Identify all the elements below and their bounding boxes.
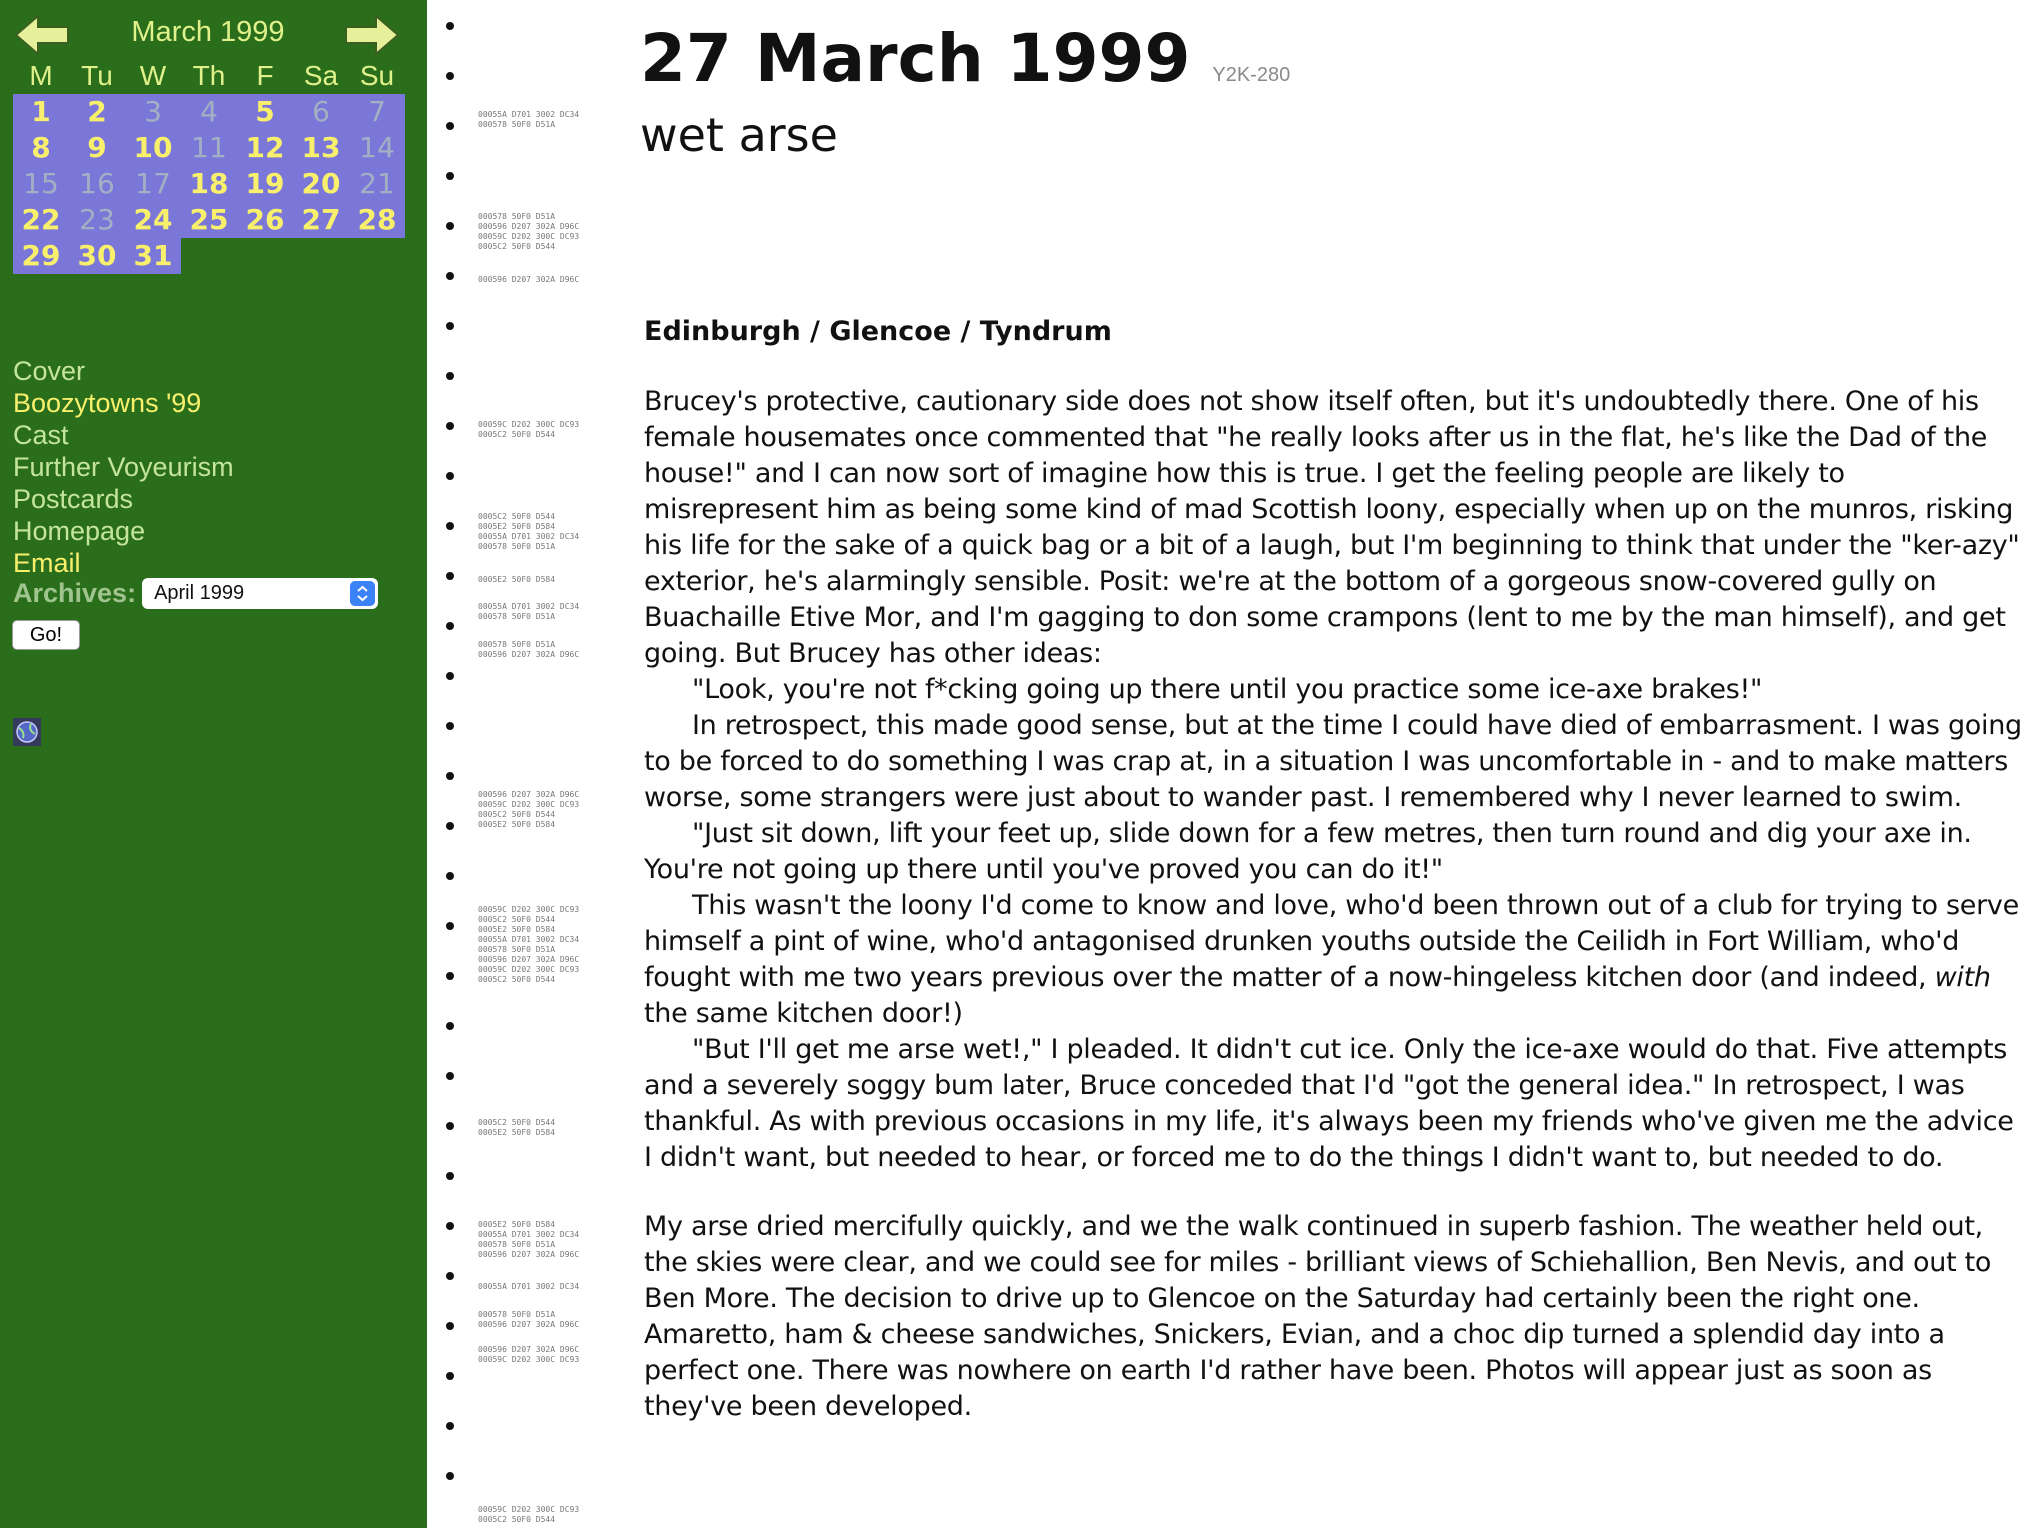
margin-dot [446, 422, 454, 430]
calendar-day[interactable]: 8 [13, 130, 69, 166]
emphasis-text: with [1934, 962, 1991, 993]
decorative-hex: 00059C D202 300C DC93 0005C2 50F0 D544 [478, 420, 580, 439]
entry-title: wet arse [640, 108, 838, 162]
margin-dot [446, 322, 454, 330]
day-name: M [29, 60, 53, 91]
margin-dot [446, 972, 454, 980]
calendar-day[interactable]: 25 [181, 202, 237, 238]
margin-dot [446, 222, 454, 230]
calendar-day: 3 [125, 94, 181, 130]
decorative-hex: 000578 50F0 D51A 000596 D207 302A D96C [478, 640, 580, 659]
paragraph: "Just sit down, lift your feet up, slide down for a few metres, then turn round and dig your axe in. You're not going up there until you've proved you can do it!" [644, 818, 1972, 885]
calendar-day: 16 [69, 166, 125, 202]
calendar-day: 14 [349, 130, 405, 166]
margin-dot [446, 1222, 454, 1230]
day-name: W [139, 60, 167, 91]
entry-body [644, 384, 2022, 1425]
margin-dot [446, 1472, 454, 1480]
decorative-hex: 000596 D207 302A D96C 00059C D202 300C DC93 [478, 1345, 580, 1364]
margin-dot [446, 272, 454, 280]
calendar-week [13, 130, 405, 166]
calendar-week [13, 238, 405, 274]
archives-row [13, 578, 378, 609]
day-name: Tu [81, 60, 113, 91]
nav-link-postcards[interactable]: Postcards [13, 484, 134, 514]
calendar-day[interactable]: 10 [125, 130, 181, 166]
calendar-day[interactable]: 22 [13, 202, 69, 238]
paragraph: "Look, you're not f*cking going up there until you practice some ice-axe brakes!" [692, 674, 1763, 705]
margin-dot [446, 172, 454, 180]
paragraph [644, 888, 2022, 1032]
calendar-day[interactable]: 5 [237, 94, 293, 130]
margin-dot [446, 922, 454, 930]
sidebar [0, 0, 427, 1528]
calendar-day[interactable]: 12 [237, 130, 293, 166]
decorative-hex: 0005C2 50F0 D544 0005E2 50F0 D584 [478, 1118, 556, 1137]
calendar-day-names [13, 58, 406, 94]
calendar-day[interactable]: 1 [13, 94, 69, 130]
decorative-hex: 00055A D701 3002 DC34 [478, 1282, 580, 1291]
margin-dot [446, 872, 454, 880]
left-arrow-icon[interactable] [14, 12, 70, 58]
site-nav [13, 355, 234, 579]
calendar-day[interactable]: 18 [181, 166, 237, 202]
calendar-day[interactable]: 29 [13, 238, 69, 274]
margin-dot [446, 1172, 454, 1180]
decorative-hex: 00055A D701 3002 DC34 000578 50F0 D51A [478, 602, 580, 621]
nav-link-cover[interactable]: Cover [13, 356, 86, 386]
calendar-day[interactable]: 2 [69, 94, 125, 130]
calendar-day[interactable]: 30 [69, 238, 125, 274]
margin-dot [446, 1322, 454, 1330]
entry-location: Edinburgh / Glencoe / Tyndrum [644, 316, 1112, 347]
go-button[interactable]: Go! [12, 620, 80, 650]
paragraph: My arse dried mercifully quickly, and we the walk continued in superb fashion. The weather held out, the skies were clear, and we could see for miles - brilliant views of Schiehallion, Ben Nevis, and out to Ben More. The decision to drive up to Glencoe on the Saturday had certainly been the right one. Amaretto, ham & cheese sandwiches, Snickers, Evian, and a choc dip turned a splendid day into a perfect one. There was nowhere on earth I'd rather have been. Photos will appear just as soon as they've been developed. [644, 1211, 1992, 1422]
margin-dot [446, 622, 454, 630]
day-name: Su [359, 60, 395, 91]
calendar-title: March 1999 [131, 16, 285, 48]
archives-select[interactable] [142, 578, 378, 609]
globe-icon[interactable] [13, 718, 41, 746]
calendar-day[interactable]: 26 [237, 202, 293, 238]
calendar-day[interactable]: 9 [69, 130, 125, 166]
calendar-day[interactable]: 19 [237, 166, 293, 202]
calendar-day[interactable]: 20 [293, 166, 349, 202]
margin-dot [446, 1072, 454, 1080]
select-stepper-icon [350, 581, 375, 606]
paragraph-text: This wasn't the loony I'd come to know and love, who'd been thrown out of a club for trying to serve himself a pint of wine, who'd antagonised drunken youths outside the Ceilidh in Fort William, who'd fought with me two years previous over the matter of a now-hingeless kitchen door (and indeed, [644, 890, 2019, 993]
decorative-hex: 0005E2 50F0 D584 [478, 575, 556, 584]
nav-link-cast[interactable]: Cast [13, 420, 69, 450]
paragraph: Brucey's protective, cautionary side does not show itself often, but it's undoubtedly there. One of his female housemates once commented that "he really looks after us in the flat, he's like the Dad of the house!" and I can now sort of imagine how this is true. I get the feeling people are likely to misrepresent him as being some kind of mad Scottish loony, especially when up on the munros, risking his life for the sake of a quick bag or a bit of a laugh, but I'm beginning to think that under the "ker-azy" exterior, he's alarmingly sensible. Posit: we're at the bottom of a gorgeous snow-covered gully on Buachaille Etive Mor, and I'm gagging to don some crampons (lent to me by the man himself), and get going. But Brucey has other ideas: [644, 386, 2020, 669]
decorative-hex: 000578 50F0 D51A 000596 D207 302A D96C [478, 1310, 580, 1329]
nav-link-email[interactable]: Email [13, 548, 81, 578]
nav-link-homepage[interactable]: Homepage [13, 516, 146, 546]
calendar-day: 4 [181, 94, 237, 130]
margin-dot [446, 772, 454, 780]
decorative-hex: 000578 50F0 D51A 000596 D207 302A D96C 00059C D202 300C DC93 0005C2 50F0 D544 [478, 212, 580, 251]
margin-dot [446, 372, 454, 380]
margin-dot [446, 22, 454, 30]
calendar-day: 15 [13, 166, 69, 202]
decorative-hex: 000596 D207 302A D96C 00059C D202 300C DC93 0005C2 50F0 D544 0005E2 50F0 D584 [478, 790, 580, 829]
calendar-day: 6 [293, 94, 349, 130]
right-arrow-icon[interactable] [344, 12, 400, 58]
margin-dot [446, 1022, 454, 1030]
calendar-day[interactable]: 27 [293, 202, 349, 238]
calendar-week [13, 166, 405, 202]
margin-dot [446, 472, 454, 480]
nav-link-further-voyeurism[interactable]: Further Voyeurism [13, 452, 234, 482]
calendar-day[interactable]: 24 [125, 202, 181, 238]
day-name: Sa [303, 60, 339, 91]
margin-dot [446, 72, 454, 80]
decorative-hex: 00059C D202 300C DC93 0005C2 50F0 D544 0005E2 50F0 D584 00055A D701 3002 DC34 000578 50F0 D51A 000596 D207 302A D96C 00059C D202 300C DC93 0005C2 50F0 D544 [478, 905, 580, 984]
calendar-week [13, 202, 405, 238]
margin-dot [446, 122, 454, 130]
entry-tag: Y2K-280 [1212, 64, 1291, 86]
paragraph: In retrospect, this made good sense, but at the time I could have died of embarrasment. I was going to be forced to do something I was crap at, in a situation I was uncomfortable in - and to make matters worse, some strangers were just about to wander past. I remembered why I never learned to swim. [644, 710, 2022, 813]
margin-dot [446, 572, 454, 580]
decorative-hex: 0005E2 50F0 D584 00055A D701 3002 DC34 000578 50F0 D51A 000596 D207 302A D96C [478, 1220, 580, 1259]
calendar-week [13, 94, 405, 130]
archives-label: Archives: [13, 578, 137, 608]
calendar-grid [13, 94, 405, 274]
margin-dot [446, 1422, 454, 1430]
calendar-day: 21 [349, 166, 405, 202]
calendar-day[interactable]: 28 [349, 202, 405, 238]
decorative-hex: 00059C D202 300C DC93 0005C2 50F0 D544 [478, 1505, 580, 1524]
nav-link-boozytowns[interactable]: Boozytowns '99 [13, 388, 202, 418]
archives-selected-value: April 1999 [154, 582, 245, 604]
paragraph: "But I'll get me arse wet!," I pleaded. It didn't cut ice. Only the ice-axe would do that. Five attempts and a severely soggy bum later, Bruce conceded that I'd "got the general idea." In retrospect, I was thankful. As with previous occasions in my life, it's always been my friends who've given me the advice I didn't want, but needed to hear, or forced me to do the things I didn't want to, but needed to do. [644, 1034, 2014, 1173]
margin-dot [446, 722, 454, 730]
day-name: Th [192, 60, 226, 91]
calendar-day: 23 [69, 202, 125, 238]
decorative-hex: 0005C2 50F0 D544 0005E2 50F0 D584 00055A D701 3002 DC34 000578 50F0 D51A [478, 512, 580, 551]
calendar-day[interactable]: 13 [293, 130, 349, 166]
margin-dot [446, 522, 454, 530]
margin-dot [446, 1122, 454, 1130]
margin-dot [446, 822, 454, 830]
entry-date: 27 March 1999 [640, 20, 1191, 97]
calendar-day: 11 [181, 130, 237, 166]
margin-dot [446, 1272, 454, 1280]
day-name: F [256, 60, 274, 91]
margin-dot [446, 672, 454, 680]
calendar-day: 17 [125, 166, 181, 202]
entry-heading [640, 20, 1290, 97]
calendar-day[interactable]: 31 [125, 238, 181, 274]
calendar-day: 7 [349, 94, 405, 130]
paragraph-text: the same kitchen door!) [644, 998, 963, 1029]
margin-dot [446, 1372, 454, 1380]
decorative-hex: 000596 D207 302A D96C [478, 275, 580, 284]
decorative-hex: 00055A D701 3002 DC34 000578 50F0 D51A [478, 110, 580, 129]
